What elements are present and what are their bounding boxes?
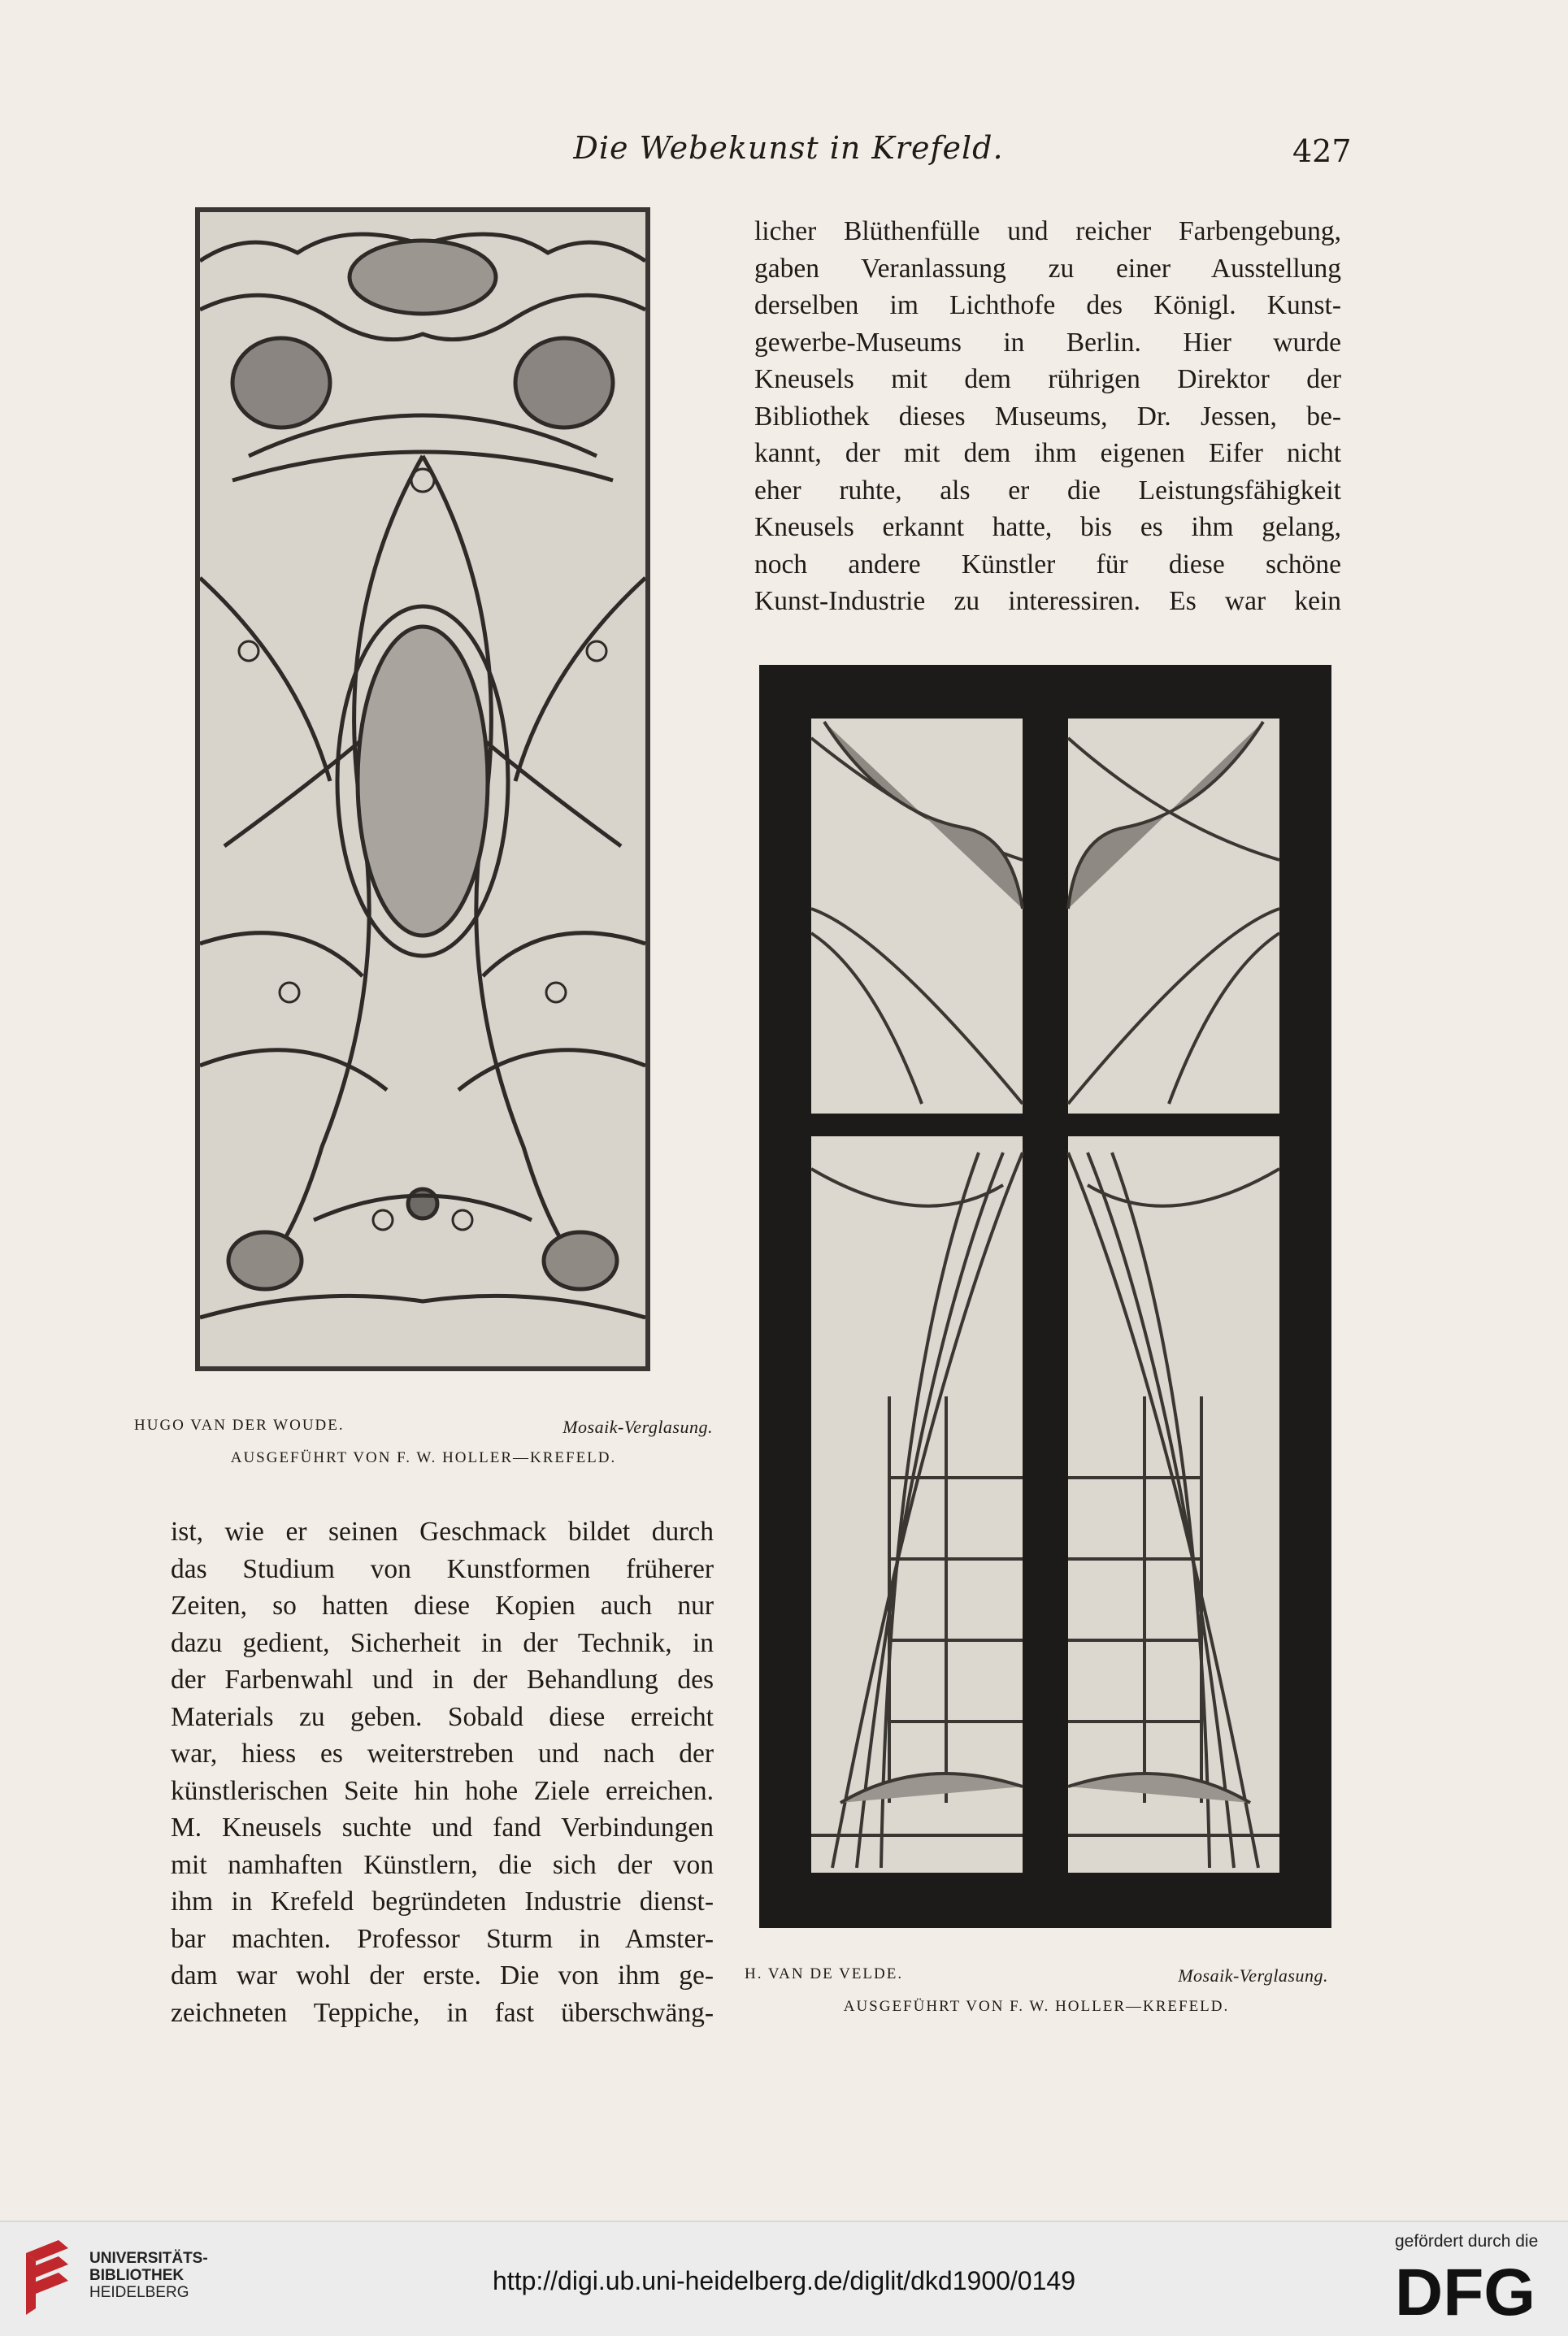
text-line: noch andere Künstler für diese schöne <box>754 549 1341 580</box>
source-url-link[interactable]: http://digi.ub.uni-heidelberg.de/diglit/dkd1900/0149 <box>493 2266 1075 2295</box>
running-title: Die Webekunst in Krefeld. <box>573 130 1004 166</box>
figure1-credit: AUSGEFÜHRT VON F. W. HOLLER—KREFELD. <box>230 1449 617 1466</box>
figure2-title: Mosaik-Verglasung. <box>1178 1965 1328 1986</box>
text-line: dam war wohl der erste. Die von ihm ge- <box>171 1960 714 1991</box>
figure2-credit: AUSGEFÜHRT VON F. W. HOLLER—KREFELD. <box>843 1998 1230 2015</box>
figure2-caption-line1 <box>745 1965 1328 1986</box>
text-line: Materials zu geben. Sobald diese erreicht <box>171 1701 714 1732</box>
text-line: künstlerischen Seite hin hohe Ziele erreichen. <box>171 1775 714 1806</box>
text-line: Bibliothek dieses Museums, Dr. Jessen, be- <box>754 401 1341 432</box>
figure1-caption-line1 <box>134 1417 713 1438</box>
stained-glass-woude-drawing <box>200 212 645 1366</box>
text-line: ihm in Krefeld begründeten Industrie dienst- <box>171 1887 714 1917</box>
text-line: M. Kneusels suchte und fand Verbindungen <box>171 1813 714 1843</box>
figure-stained-glass-woude <box>195 207 650 1371</box>
figure1-artist: HUGO VAN DER WOUDE. <box>134 1417 345 1434</box>
text-line: licher Blüthenfülle und reicher Farbengebung, <box>754 216 1341 246</box>
left-column-text <box>171 1513 714 2031</box>
library-name-line3: HEIDELBERG <box>89 2284 189 2301</box>
stained-glass-velde-drawing <box>759 665 1331 1928</box>
text-line: kannt, der mit dem ihm eigenen Eifer nicht <box>754 438 1341 468</box>
library-name-line2: BIBLIOTHEK <box>89 2267 185 2284</box>
text-line: ist, wie er seinen Geschmack bildet durch <box>171 1517 714 1547</box>
text-line: bar machten. Professor Sturm in Amster- <box>171 1923 714 1954</box>
text-line: das Studium von Kunstformen früherer <box>171 1553 714 1584</box>
funding-label: gefördert durch die <box>1395 2232 1539 2251</box>
right-column-text <box>754 213 1341 620</box>
text-line: war, hiess es weiterstreben und nach der <box>171 1739 714 1769</box>
text-line: Kneusels mit dem rührigen Direktor der <box>754 364 1341 394</box>
text-line: gaben Veranlassung zu einer Ausstellung <box>754 253 1341 284</box>
text-line: zeichneten Teppiche, in fast überschwäng- <box>171 1997 714 2028</box>
figure1-title: Mosaik-Verglasung. <box>562 1417 713 1437</box>
dfg-logo-text: DFG <box>1395 2258 1536 2323</box>
text-line: der Farbenwahl und in der Behandlung des <box>171 1665 714 1695</box>
page-number: 427 <box>1292 133 1352 169</box>
text-line: Kneusels erkannt hatte, bis es ihm gelang, <box>754 512 1341 542</box>
text-line: eher ruhte, als er die Leistungsfähigkeit <box>754 475 1341 506</box>
text-line: Kunst-Industrie zu interessiren. Es war kein <box>754 586 1341 616</box>
library-name-line1: UNIVERSITÄTS- <box>89 2250 208 2267</box>
text-line: mit namhaften Künstlern, die sich der von <box>171 1849 714 1880</box>
figure-stained-glass-velde <box>759 665 1331 1928</box>
text-line: gewerbe-Museums in Berlin. Hier wurde <box>754 327 1341 358</box>
figure2-artist: H. VAN DE VELDE. <box>745 1965 904 1982</box>
dfg-logo-icon <box>1395 2258 1549 2323</box>
text-line: Zeiten, so hatten diese Kopien auch nur <box>171 1591 714 1621</box>
text-line: dazu gedient, Sicherheit in der Technik, in <box>171 1627 714 1658</box>
text-line: derselben im Lichthofe des Königl. Kunst- <box>754 290 1341 320</box>
footer-bar <box>0 2221 1568 2336</box>
